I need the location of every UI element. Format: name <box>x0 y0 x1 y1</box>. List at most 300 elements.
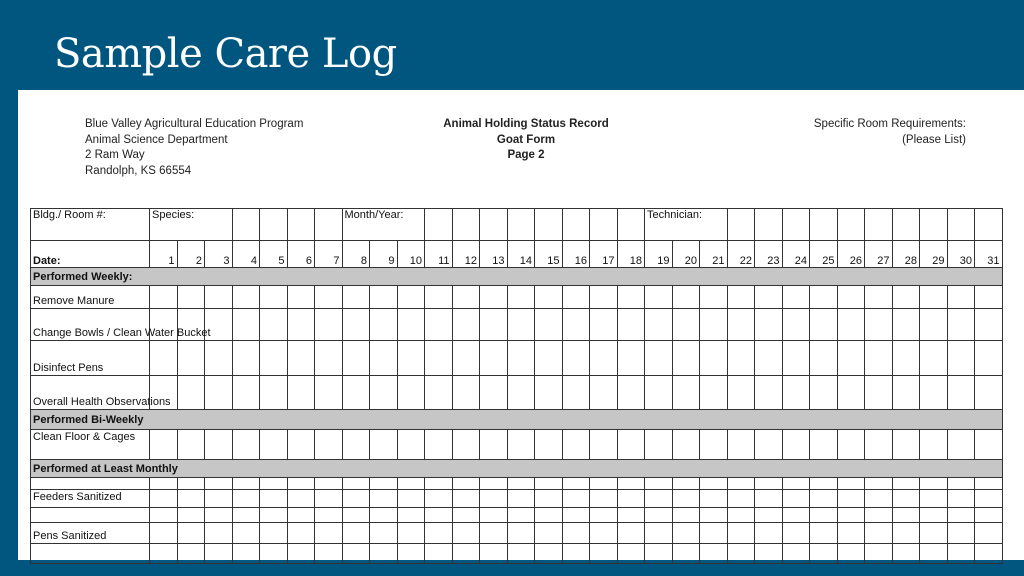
log-cell[interactable] <box>480 430 508 460</box>
log-cell[interactable] <box>617 309 645 341</box>
log-cell[interactable] <box>672 376 700 410</box>
log-cell[interactable] <box>177 341 205 376</box>
log-cell[interactable] <box>782 286 810 309</box>
log-cell[interactable] <box>205 544 233 564</box>
log-cell[interactable] <box>920 286 948 309</box>
log-cell[interactable] <box>865 430 893 460</box>
log-cell[interactable] <box>617 508 645 523</box>
log-cell[interactable] <box>315 478 343 490</box>
log-cell[interactable] <box>975 341 1003 376</box>
log-cell[interactable] <box>865 544 893 564</box>
log-cell[interactable] <box>177 478 205 490</box>
log-cell[interactable] <box>535 309 563 341</box>
info-blank-cell[interactable] <box>837 209 865 241</box>
log-cell[interactable] <box>782 430 810 460</box>
log-cell[interactable] <box>315 309 343 341</box>
log-cell[interactable] <box>452 286 480 309</box>
log-cell[interactable] <box>480 478 508 490</box>
log-cell[interactable] <box>370 286 398 309</box>
log-cell[interactable] <box>260 341 288 376</box>
info-blank-cell[interactable] <box>727 209 755 241</box>
log-cell[interactable] <box>425 341 453 376</box>
log-cell[interactable] <box>645 508 673 523</box>
log-cell[interactable] <box>727 523 755 544</box>
log-cell[interactable] <box>150 430 178 460</box>
log-cell[interactable] <box>425 523 453 544</box>
info-blank-cell[interactable] <box>562 209 590 241</box>
log-cell[interactable] <box>425 376 453 410</box>
info-blank-cell[interactable] <box>865 209 893 241</box>
log-cell[interactable] <box>700 544 728 564</box>
log-cell[interactable] <box>205 286 233 309</box>
info-blank-cell[interactable] <box>260 209 288 241</box>
log-cell[interactable] <box>590 544 618 564</box>
log-cell[interactable] <box>975 478 1003 490</box>
log-cell[interactable] <box>672 508 700 523</box>
log-cell[interactable] <box>397 309 425 341</box>
log-cell[interactable] <box>837 430 865 460</box>
log-cell[interactable] <box>810 478 838 490</box>
log-cell[interactable] <box>260 523 288 544</box>
log-cell[interactable] <box>342 544 370 564</box>
log-cell[interactable] <box>700 430 728 460</box>
log-cell[interactable] <box>617 478 645 490</box>
log-cell[interactable] <box>975 430 1003 460</box>
log-cell[interactable] <box>920 430 948 460</box>
log-cell[interactable] <box>672 430 700 460</box>
log-cell[interactable] <box>452 341 480 376</box>
log-cell[interactable] <box>920 490 948 508</box>
log-cell[interactable] <box>727 286 755 309</box>
log-cell[interactable] <box>727 544 755 564</box>
log-cell[interactable] <box>232 376 260 410</box>
log-cell[interactable] <box>865 309 893 341</box>
log-cell[interactable] <box>947 523 975 544</box>
log-cell[interactable] <box>480 523 508 544</box>
log-cell[interactable] <box>645 490 673 508</box>
log-cell[interactable] <box>755 286 783 309</box>
log-cell[interactable] <box>232 490 260 508</box>
log-cell[interactable] <box>645 523 673 544</box>
log-cell[interactable] <box>837 341 865 376</box>
log-cell[interactable] <box>645 376 673 410</box>
log-cell[interactable] <box>727 341 755 376</box>
log-cell[interactable] <box>645 478 673 490</box>
log-cell[interactable] <box>975 286 1003 309</box>
info-blank-cell[interactable] <box>755 209 783 241</box>
log-cell[interactable] <box>425 490 453 508</box>
log-cell[interactable] <box>315 508 343 523</box>
log-cell[interactable] <box>315 430 343 460</box>
log-cell[interactable] <box>150 508 178 523</box>
log-cell[interactable] <box>342 309 370 341</box>
info-blank-cell[interactable] <box>535 209 563 241</box>
log-cell[interactable] <box>397 544 425 564</box>
log-cell[interactable] <box>562 341 590 376</box>
log-cell[interactable] <box>287 523 315 544</box>
log-cell[interactable] <box>810 341 838 376</box>
log-cell[interactable] <box>397 286 425 309</box>
log-cell[interactable] <box>837 376 865 410</box>
info-blank-cell[interactable] <box>892 209 920 241</box>
log-cell[interactable] <box>507 430 535 460</box>
log-cell[interactable] <box>810 490 838 508</box>
log-cell[interactable] <box>865 376 893 410</box>
log-cell[interactable] <box>535 376 563 410</box>
log-cell[interactable] <box>892 376 920 410</box>
log-cell[interactable] <box>727 309 755 341</box>
log-cell[interactable] <box>370 341 398 376</box>
log-cell[interactable] <box>865 478 893 490</box>
log-cell[interactable] <box>810 309 838 341</box>
log-cell[interactable] <box>672 309 700 341</box>
log-cell[interactable] <box>535 286 563 309</box>
log-cell[interactable] <box>507 341 535 376</box>
log-cell[interactable] <box>397 430 425 460</box>
log-cell[interactable] <box>755 309 783 341</box>
log-cell[interactable] <box>370 376 398 410</box>
log-cell[interactable] <box>810 523 838 544</box>
log-cell[interactable] <box>617 490 645 508</box>
log-cell[interactable] <box>232 544 260 564</box>
log-cell[interactable] <box>452 430 480 460</box>
log-cell[interactable] <box>397 478 425 490</box>
log-cell[interactable] <box>672 286 700 309</box>
log-cell[interactable] <box>617 341 645 376</box>
log-cell[interactable] <box>507 286 535 309</box>
log-cell[interactable] <box>452 523 480 544</box>
log-cell[interactable] <box>755 490 783 508</box>
info-blank-cell[interactable] <box>425 209 453 241</box>
log-cell[interactable] <box>452 544 480 564</box>
log-cell[interactable] <box>287 309 315 341</box>
log-cell[interactable] <box>727 508 755 523</box>
log-cell[interactable] <box>865 508 893 523</box>
log-cell[interactable] <box>177 286 205 309</box>
log-cell[interactable] <box>700 286 728 309</box>
log-cell[interactable] <box>397 490 425 508</box>
info-blank-cell[interactable] <box>232 209 260 241</box>
log-cell[interactable] <box>782 341 810 376</box>
log-cell[interactable] <box>507 478 535 490</box>
log-cell[interactable] <box>755 544 783 564</box>
log-cell[interactable] <box>920 341 948 376</box>
log-cell[interactable] <box>700 478 728 490</box>
log-cell[interactable] <box>700 523 728 544</box>
log-cell[interactable] <box>260 490 288 508</box>
log-cell[interactable] <box>782 376 810 410</box>
log-cell[interactable] <box>480 508 508 523</box>
log-cell[interactable] <box>947 309 975 341</box>
log-cell[interactable] <box>287 341 315 376</box>
log-cell[interactable] <box>535 508 563 523</box>
log-cell[interactable] <box>947 286 975 309</box>
info-blank-cell[interactable] <box>920 209 948 241</box>
log-cell[interactable] <box>892 478 920 490</box>
log-cell[interactable] <box>782 309 810 341</box>
log-cell[interactable] <box>837 508 865 523</box>
log-cell[interactable] <box>837 490 865 508</box>
log-cell[interactable] <box>397 376 425 410</box>
log-cell[interactable] <box>425 478 453 490</box>
log-cell[interactable] <box>150 523 178 544</box>
log-cell[interactable] <box>920 478 948 490</box>
log-cell[interactable] <box>975 508 1003 523</box>
log-cell[interactable] <box>672 544 700 564</box>
log-cell[interactable] <box>315 376 343 410</box>
log-cell[interactable] <box>315 544 343 564</box>
log-cell[interactable] <box>205 478 233 490</box>
log-cell[interactable] <box>480 490 508 508</box>
log-cell[interactable] <box>507 376 535 410</box>
log-cell[interactable] <box>177 544 205 564</box>
log-cell[interactable] <box>425 544 453 564</box>
log-cell[interactable] <box>562 309 590 341</box>
log-cell[interactable] <box>645 341 673 376</box>
log-cell[interactable] <box>150 544 178 564</box>
log-cell[interactable] <box>342 430 370 460</box>
log-cell[interactable] <box>562 286 590 309</box>
log-cell[interactable] <box>892 508 920 523</box>
log-cell[interactable] <box>452 478 480 490</box>
log-cell[interactable] <box>975 523 1003 544</box>
log-cell[interactable] <box>920 376 948 410</box>
log-cell[interactable] <box>645 430 673 460</box>
log-cell[interactable] <box>205 490 233 508</box>
log-cell[interactable] <box>342 286 370 309</box>
log-cell[interactable] <box>452 376 480 410</box>
log-cell[interactable] <box>590 508 618 523</box>
log-cell[interactable] <box>837 286 865 309</box>
log-cell[interactable] <box>287 286 315 309</box>
log-cell[interactable] <box>425 286 453 309</box>
log-cell[interactable] <box>947 430 975 460</box>
log-cell[interactable] <box>150 341 178 376</box>
log-cell[interactable] <box>562 544 590 564</box>
info-blank-cell[interactable] <box>975 209 1003 241</box>
log-cell[interactable] <box>205 376 233 410</box>
log-cell[interactable] <box>920 508 948 523</box>
log-cell[interactable] <box>590 490 618 508</box>
log-cell[interactable] <box>700 309 728 341</box>
log-cell[interactable] <box>755 430 783 460</box>
log-cell[interactable] <box>507 490 535 508</box>
log-cell[interactable] <box>810 544 838 564</box>
log-cell[interactable] <box>590 430 618 460</box>
log-cell[interactable] <box>260 376 288 410</box>
log-cell[interactable] <box>370 309 398 341</box>
log-cell[interactable] <box>260 508 288 523</box>
log-cell[interactable] <box>562 430 590 460</box>
log-cell[interactable] <box>150 478 178 490</box>
log-cell[interactable] <box>892 544 920 564</box>
log-cell[interactable] <box>397 341 425 376</box>
log-cell[interactable] <box>892 523 920 544</box>
log-cell[interactable] <box>810 286 838 309</box>
log-cell[interactable] <box>535 523 563 544</box>
log-cell[interactable] <box>370 508 398 523</box>
log-cell[interactable] <box>535 341 563 376</box>
log-cell[interactable] <box>617 430 645 460</box>
log-cell[interactable] <box>370 490 398 508</box>
log-cell[interactable] <box>232 309 260 341</box>
log-cell[interactable] <box>562 490 590 508</box>
log-cell[interactable] <box>177 376 205 410</box>
log-cell[interactable] <box>205 508 233 523</box>
log-cell[interactable] <box>920 523 948 544</box>
log-cell[interactable] <box>727 376 755 410</box>
log-cell[interactable] <box>177 490 205 508</box>
log-cell[interactable] <box>727 490 755 508</box>
log-cell[interactable] <box>700 490 728 508</box>
log-cell[interactable] <box>810 376 838 410</box>
log-cell[interactable] <box>975 376 1003 410</box>
log-cell[interactable] <box>425 430 453 460</box>
log-cell[interactable] <box>507 544 535 564</box>
log-cell[interactable] <box>260 478 288 490</box>
log-cell[interactable] <box>562 376 590 410</box>
log-cell[interactable] <box>672 478 700 490</box>
info-blank-cell[interactable] <box>782 209 810 241</box>
log-cell[interactable] <box>287 508 315 523</box>
log-cell[interactable] <box>480 309 508 341</box>
log-cell[interactable] <box>452 309 480 341</box>
log-cell[interactable] <box>205 341 233 376</box>
log-cell[interactable] <box>480 376 508 410</box>
log-cell[interactable] <box>232 341 260 376</box>
log-cell[interactable] <box>232 523 260 544</box>
info-blank-cell[interactable] <box>507 209 535 241</box>
log-cell[interactable] <box>947 508 975 523</box>
log-cell[interactable] <box>947 341 975 376</box>
log-cell[interactable] <box>205 430 233 460</box>
log-cell[interactable] <box>590 309 618 341</box>
log-cell[interactable] <box>342 376 370 410</box>
log-cell[interactable] <box>672 490 700 508</box>
log-cell[interactable] <box>260 309 288 341</box>
log-cell[interactable] <box>617 376 645 410</box>
log-cell[interactable] <box>590 376 618 410</box>
log-cell[interactable] <box>452 508 480 523</box>
log-cell[interactable] <box>425 508 453 523</box>
log-cell[interactable] <box>590 341 618 376</box>
log-cell[interactable] <box>782 523 810 544</box>
log-cell[interactable] <box>755 478 783 490</box>
log-cell[interactable] <box>177 508 205 523</box>
log-cell[interactable] <box>837 523 865 544</box>
log-cell[interactable] <box>755 341 783 376</box>
log-cell[interactable] <box>562 478 590 490</box>
log-cell[interactable] <box>645 544 673 564</box>
log-cell[interactable] <box>892 490 920 508</box>
log-cell[interactable] <box>865 523 893 544</box>
log-cell[interactable] <box>397 523 425 544</box>
log-cell[interactable] <box>645 309 673 341</box>
log-cell[interactable] <box>150 490 178 508</box>
log-cell[interactable] <box>232 286 260 309</box>
log-cell[interactable] <box>397 508 425 523</box>
log-cell[interactable] <box>370 478 398 490</box>
log-cell[interactable] <box>535 430 563 460</box>
log-cell[interactable] <box>315 490 343 508</box>
log-cell[interactable] <box>892 341 920 376</box>
log-cell[interactable] <box>232 430 260 460</box>
log-cell[interactable] <box>947 544 975 564</box>
log-cell[interactable] <box>672 523 700 544</box>
log-cell[interactable] <box>700 508 728 523</box>
log-cell[interactable] <box>700 341 728 376</box>
log-cell[interactable] <box>287 490 315 508</box>
log-cell[interactable] <box>342 478 370 490</box>
log-cell[interactable] <box>755 376 783 410</box>
log-cell[interactable] <box>590 286 618 309</box>
info-blank-cell[interactable] <box>590 209 618 241</box>
log-cell[interactable] <box>782 490 810 508</box>
log-cell[interactable] <box>920 544 948 564</box>
log-cell[interactable] <box>920 309 948 341</box>
info-blank-cell[interactable] <box>315 209 343 241</box>
log-cell[interactable] <box>507 309 535 341</box>
log-cell[interactable] <box>287 430 315 460</box>
info-blank-cell[interactable] <box>287 209 315 241</box>
info-blank-cell[interactable] <box>617 209 645 241</box>
log-cell[interactable] <box>947 478 975 490</box>
log-cell[interactable] <box>617 544 645 564</box>
log-cell[interactable] <box>617 286 645 309</box>
log-cell[interactable] <box>837 309 865 341</box>
log-cell[interactable] <box>260 430 288 460</box>
log-cell[interactable] <box>975 544 1003 564</box>
log-cell[interactable] <box>452 490 480 508</box>
log-cell[interactable] <box>342 523 370 544</box>
log-cell[interactable] <box>480 544 508 564</box>
log-cell[interactable] <box>865 341 893 376</box>
info-blank-cell[interactable] <box>810 209 838 241</box>
log-cell[interactable] <box>177 430 205 460</box>
log-cell[interactable] <box>645 286 673 309</box>
log-cell[interactable] <box>892 430 920 460</box>
log-cell[interactable] <box>480 286 508 309</box>
log-cell[interactable] <box>755 523 783 544</box>
log-cell[interactable] <box>232 478 260 490</box>
log-cell[interactable] <box>260 544 288 564</box>
info-blank-cell[interactable] <box>947 209 975 241</box>
log-cell[interactable] <box>425 309 453 341</box>
log-cell[interactable] <box>947 490 975 508</box>
log-cell[interactable] <box>177 523 205 544</box>
log-cell[interactable] <box>810 508 838 523</box>
log-cell[interactable] <box>315 341 343 376</box>
log-cell[interactable] <box>727 478 755 490</box>
log-cell[interactable] <box>150 286 178 309</box>
log-cell[interactable] <box>205 523 233 544</box>
log-cell[interactable] <box>782 508 810 523</box>
log-cell[interactable] <box>837 544 865 564</box>
log-cell[interactable] <box>700 376 728 410</box>
log-cell[interactable] <box>810 430 838 460</box>
log-cell[interactable] <box>590 523 618 544</box>
log-cell[interactable] <box>480 341 508 376</box>
log-cell[interactable] <box>287 544 315 564</box>
log-cell[interactable] <box>535 478 563 490</box>
log-cell[interactable] <box>535 490 563 508</box>
log-cell[interactable] <box>370 544 398 564</box>
log-cell[interactable] <box>975 309 1003 341</box>
log-cell[interactable] <box>755 508 783 523</box>
info-blank-cell[interactable] <box>480 209 508 241</box>
log-cell[interactable] <box>507 508 535 523</box>
log-cell[interactable] <box>342 508 370 523</box>
